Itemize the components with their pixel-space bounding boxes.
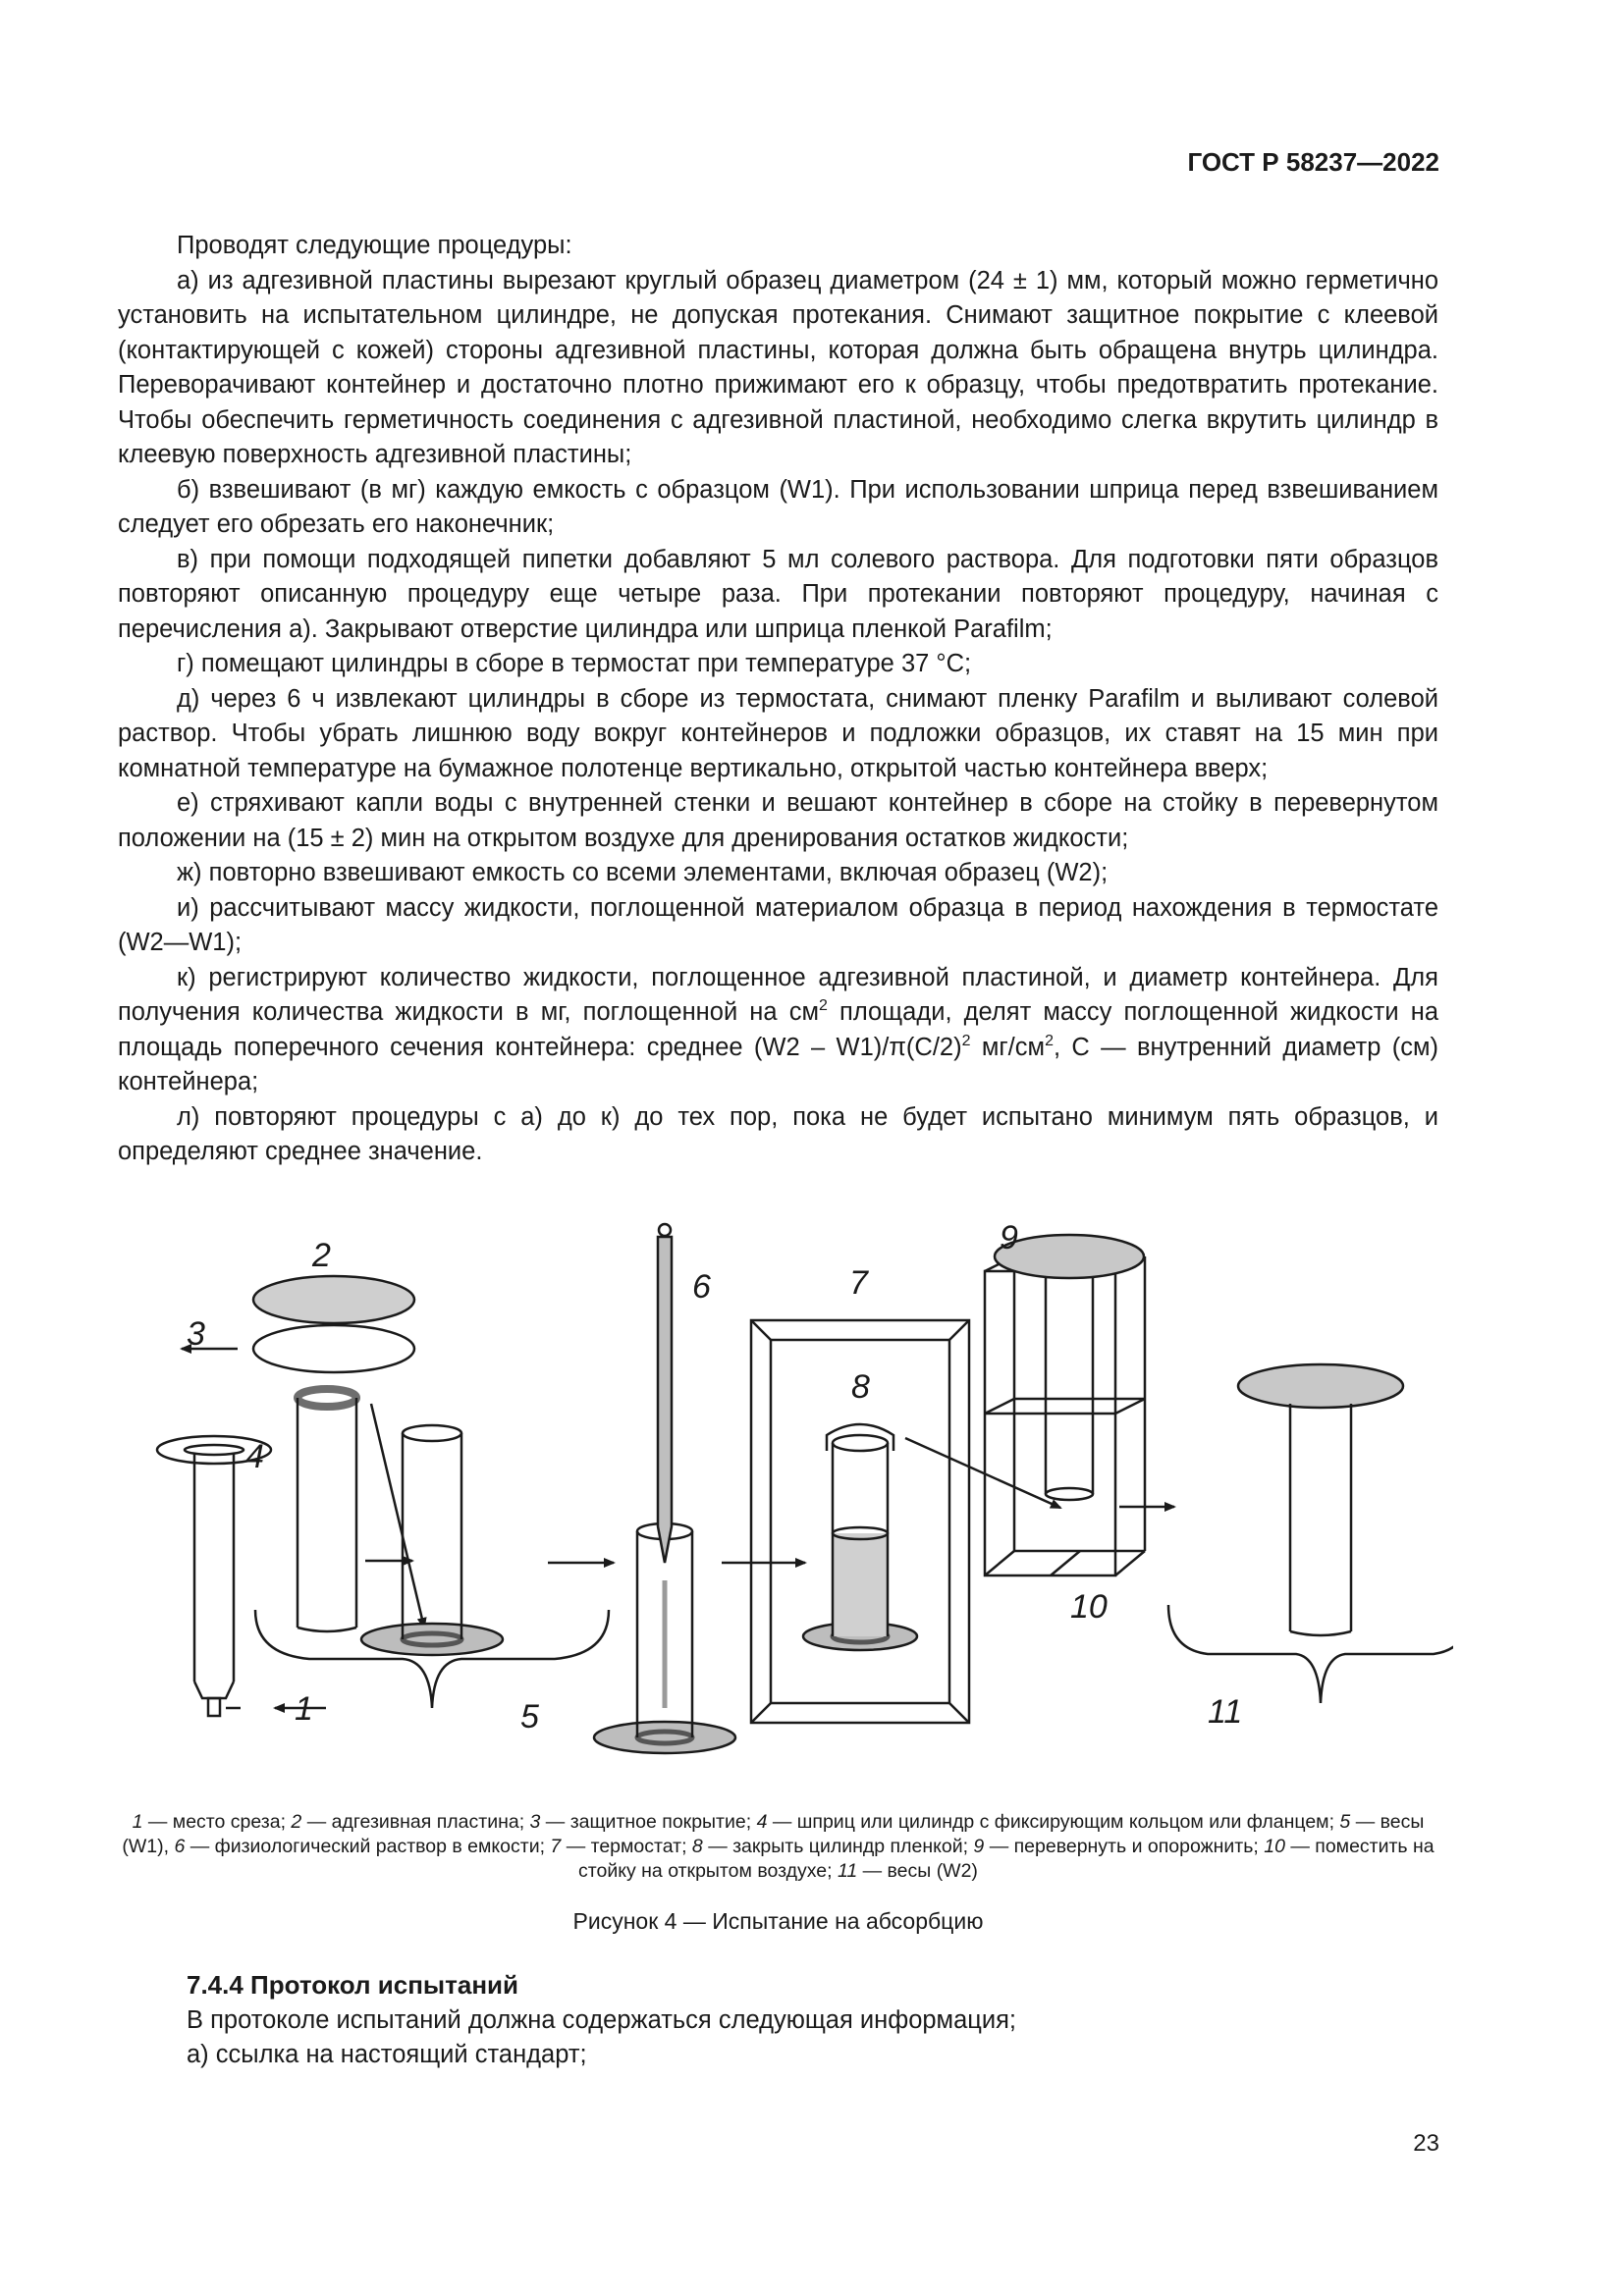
- legend-number: 6: [174, 1836, 186, 1857]
- pipette: [658, 1237, 672, 1563]
- legend-number: 9: [973, 1836, 985, 1857]
- balance-w1: [361, 1624, 503, 1655]
- step-g: г) помещают цилиндры в сборе в термостат при температуре 37 °С;: [177, 650, 972, 677]
- protective-cover: [253, 1325, 414, 1372]
- step-l: л) повторяют процедуры с а) до к) до тех пор, пока не будет испытано минимум пять образцов, и определяют среднее значение.: [118, 1102, 1438, 1165]
- superscript: 2: [818, 997, 828, 1014]
- legend-text: — перевернуть и опорожнить;: [984, 1836, 1265, 1857]
- legend-text: — адгезивная пластина;: [301, 1811, 530, 1833]
- step-d: д) через 6 ч извлекают цилиндры в сборе из термостата, снимают пленку Parafilm и выливают солевой раствор. Чтобы убрать лишнюю воду вокруг контейнеров и подложки образцов, их ставят на 15 мин при комнатной температуре на бумажное полотенце вертикально, открытой частью контейнера вверх;: [118, 684, 1438, 782]
- section-line-2: а) ссылка на настоящий стандарт;: [187, 2041, 587, 2068]
- legend-number: 2: [291, 1811, 302, 1833]
- label-8: 8: [851, 1368, 870, 1406]
- page-number: 23: [1413, 2130, 1439, 2157]
- figure-caption: Рисунок 4 — Испытание на абсорбцию: [572, 1908, 984, 1934]
- step-k-part4: , С — внутренний диаметр (см) контейнера;: [118, 1033, 1439, 1095]
- label-6: 6: [692, 1268, 711, 1306]
- step-k-part3: мг/см: [970, 1033, 1046, 1061]
- superscript: 2: [1045, 1032, 1054, 1049]
- section-heading: 7.4.4 Протокол испытаний: [187, 1970, 518, 2000]
- legend-text: — место среза;: [142, 1811, 292, 1833]
- absorption-test-figure: [137, 1217, 1453, 1787]
- legend-text: — термостат;: [561, 1836, 692, 1857]
- label-2: 2: [312, 1237, 331, 1274]
- legend-number: 5: [1339, 1811, 1351, 1833]
- label-1: 1: [295, 1690, 313, 1728]
- step-k-part2: площади, делят массу поглощенной жидкости на площадь поперечного сечения контейнера: среднее (W2 – W1)/π(С/2): [118, 998, 1438, 1061]
- figure-drawing: [137, 1217, 1453, 1787]
- legend-number: 7: [550, 1836, 562, 1857]
- balance-w2: [1238, 1364, 1403, 1408]
- intro-paragraph: Проводят следующие процедуры:: [177, 232, 572, 259]
- superscript: 2: [961, 1032, 971, 1049]
- legend-text: — физиологический раствор в емкости;: [185, 1836, 551, 1857]
- legend-number: 3: [529, 1811, 541, 1833]
- procedure-text: [118, 229, 1438, 1170]
- adhesive-plate: [253, 1276, 414, 1323]
- legend-number: 8: [691, 1836, 703, 1857]
- saline-container-balance: [594, 1722, 735, 1753]
- label-7: 7: [849, 1264, 868, 1302]
- legend-number: 1: [132, 1811, 143, 1833]
- legend-number: 4: [756, 1811, 768, 1833]
- figure-legend: [118, 1810, 1438, 1884]
- step-i: и) рассчитывают массу жидкости, поглощенной материалом образца в период нахождения в термостате (W2—W1);: [118, 893, 1438, 956]
- step-k: [118, 961, 1438, 1100]
- legend-text: — весы (W2): [857, 1860, 978, 1882]
- legend-text: — поместить на стойку на открытом воздухе;: [578, 1836, 1435, 1882]
- step-b: б) взвешивают (в мг) каждую емкость с образцом (W1). При использовании шприца перед взвешиванием следует его обрезать его наконечник;: [118, 475, 1438, 538]
- label-5: 5: [520, 1698, 539, 1735]
- section-7-4-4: [187, 1968, 1438, 2073]
- document-code-header: ГОСТ Р 58237—2022: [1187, 147, 1439, 177]
- step-zh: ж) повторно взвешивают емкость со всеми элементами, включая образец (W2);: [177, 859, 1109, 886]
- step-e: е) стряхивают капли воды с внутренней стенки и вешают контейнер в сборе на стойку в перевернутом положении на (15 ± 2) мин на открытом воздухе для дренирования остатков жидкости;: [118, 789, 1438, 852]
- legend-text: — закрыть цилиндр пленкой;: [702, 1836, 974, 1857]
- label-3: 3: [187, 1315, 205, 1353]
- step-a: а) из адгезивной пластины вырезают круглый образец диаметром (24 ± 1) мм, который можно герметично установить на испытательном цилиндре, не допуская протекания. Снимают защитное покрытие с клеевой (контактирующей с кожей) стороны адгезивной пластины, которая должна быть обращена внутрь цилиндра. Переворачивают контейнер и достаточно плотно прижимают его к образцу, чтобы предотвратить протекание. Чтобы обеспечить герметичность соединения с адгезивной пластиной, необходимо слегка вкрутить цилиндр в клеевую поверхность адгезивной пластины;: [118, 266, 1438, 468]
- legend-number: 10: [1264, 1836, 1285, 1857]
- legend-number: 11: [837, 1860, 858, 1882]
- legend-text: — шприц или цилиндр с фиксирующим кольцом или фланцем;: [767, 1811, 1340, 1833]
- step-k-part1: к) регистрируют количество жидкости, поглощенное адгезивной пластиной, и диаметр контейнера. Для получения количества жидкости в мг, поглощенной на см: [118, 963, 1438, 1026]
- legend-text: — весы (W1),: [122, 1811, 1425, 1857]
- section-line-1: В протоколе испытаний должна содержаться следующая информация;: [187, 2005, 1017, 2034]
- legend-text: — защитное покрытие;: [540, 1811, 757, 1833]
- label-11: 11: [1208, 1693, 1243, 1731]
- label-10: 10: [1070, 1588, 1108, 1626]
- label-9: 9: [1000, 1219, 1018, 1256]
- label-4: 4: [245, 1438, 264, 1475]
- step-v: в) при помощи подходящей пипетки добавляют 5 мл солевого раствора. Для подготовки пяти образцов повторяют описанную процедуру еще четыре раза. При протекании повторяют процедуру, начиная с перечисления а). Закрывают отверстие цилиндра или шприца пленкой Parafilm;: [118, 545, 1438, 643]
